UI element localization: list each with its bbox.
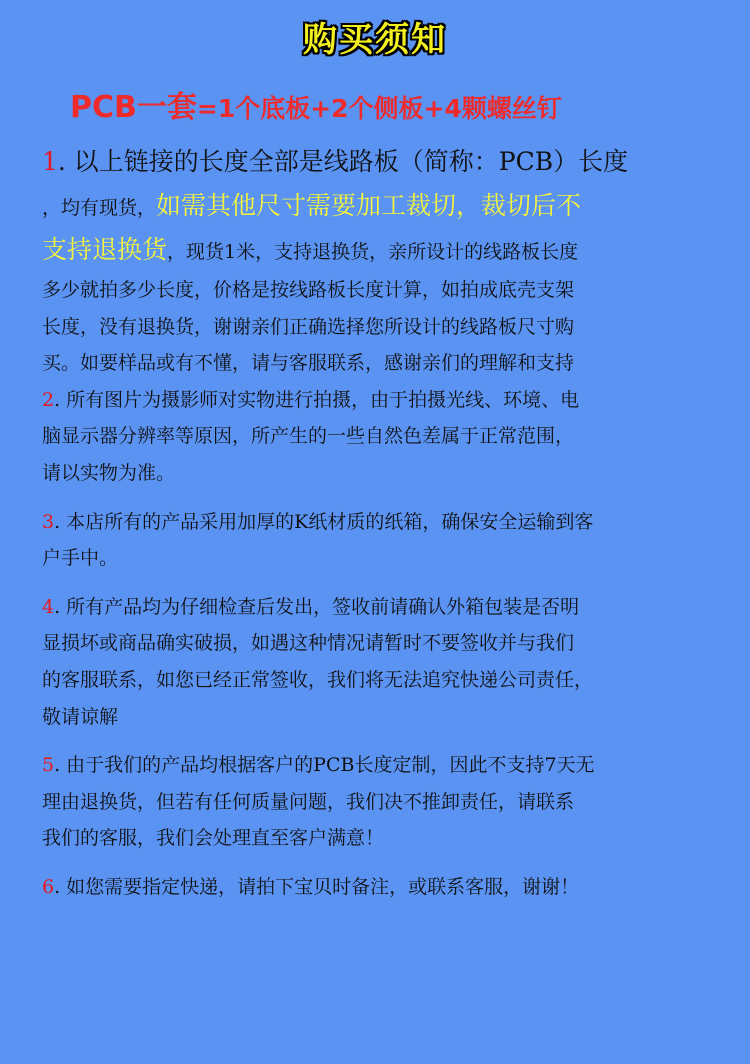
s5-line-2: 理由退换货，但若有任何质量问题，我们决不推卸责任，请联系 — [42, 790, 575, 813]
s2-line-1 — [42, 382, 732, 419]
s5-text-1: . 由于我们的产品均根据客户的PCB长度定制，因此不支持7天无 — [54, 754, 595, 777]
s2-number: 2 — [42, 388, 55, 411]
s4-line-4: 敬请谅解 — [42, 705, 119, 728]
s5-line-3: 我们的客服，我们会处理直至客户满意！ — [42, 827, 385, 850]
s1-line-4: 多少就拍多少长度，价格是按线路板长度计算，如拍成底壳支架 — [42, 279, 575, 301]
product-set-headline — [70, 82, 562, 126]
s4-line-1 — [42, 589, 732, 626]
s1-number: 1 — [42, 147, 58, 176]
s5-number: 5 — [42, 754, 55, 777]
s4-line-3: 的客服联系，如您已经正常签收，我们将无法追究快递公司责任， — [42, 668, 594, 691]
page-title: 购买须知 — [303, 20, 447, 60]
s4-line-2: 显损坏或商品确实破损，如遇这种情况请暂时不要签收并与我们 — [42, 632, 575, 655]
s1-line-6: 买。如要样品或有不懂，请与客服联系，感谢亲们的理解和支持 — [42, 352, 575, 375]
s3-text-1: . 本店所有的产品采用加厚的K纸材质的纸箱，确保安全运输到客 — [54, 510, 594, 533]
s1-line-2 — [42, 184, 732, 228]
s1-text-3a: 支持退换货 — [42, 235, 168, 264]
s6-number: 6 — [42, 875, 55, 898]
s1-line-3 — [42, 228, 732, 272]
s1-text-2b: 如需其他尺寸需要加工裁切，裁切后不 — [156, 191, 582, 220]
s1-text-1: . 以上链接的长度全部是线路板（简称：PCB）长度 — [57, 147, 629, 176]
s6-line-1 — [42, 869, 732, 906]
s1-text-2a: ，均有现货， — [42, 197, 157, 219]
headline-set-contents: =1个底板+2个侧板+4颗螺丝钉 — [196, 94, 562, 123]
s3-line-1 — [42, 504, 732, 541]
headline-set-label: PCB一套 — [70, 90, 197, 125]
s4-number: 4 — [42, 595, 55, 618]
s1-text-3b: ，现货1米，支持退换货，亲所设计的线路板长度 — [167, 241, 579, 263]
s2-text-1: . 所有图片为摄影师对实物进行拍摄，由于拍摄光线、环境、电 — [54, 388, 580, 411]
s2-line-2: 脑显示器分辨率等原因，所产生的一些自然色差属于正常范围， — [42, 425, 575, 448]
s6-text-1: . 如您需要指定快递，请拍下宝贝时备注，或联系客服，谢谢！ — [54, 875, 580, 898]
s3-line-2: 户手中。 — [42, 547, 119, 570]
s1-line-1 — [42, 140, 732, 184]
s3-number: 3 — [42, 510, 55, 533]
s5-line-1 — [42, 747, 732, 784]
s1-line-5: 长度，没有退换货，谢谢亲们正确选择您所设计的线路板尺寸购 — [42, 315, 575, 338]
notice-content — [42, 140, 732, 906]
s4-text-1: . 所有产品均为仔细检查后发出，签收前请确认外箱包装是否明 — [54, 595, 580, 618]
s2-line-3: 请以实物为准。 — [42, 461, 176, 484]
